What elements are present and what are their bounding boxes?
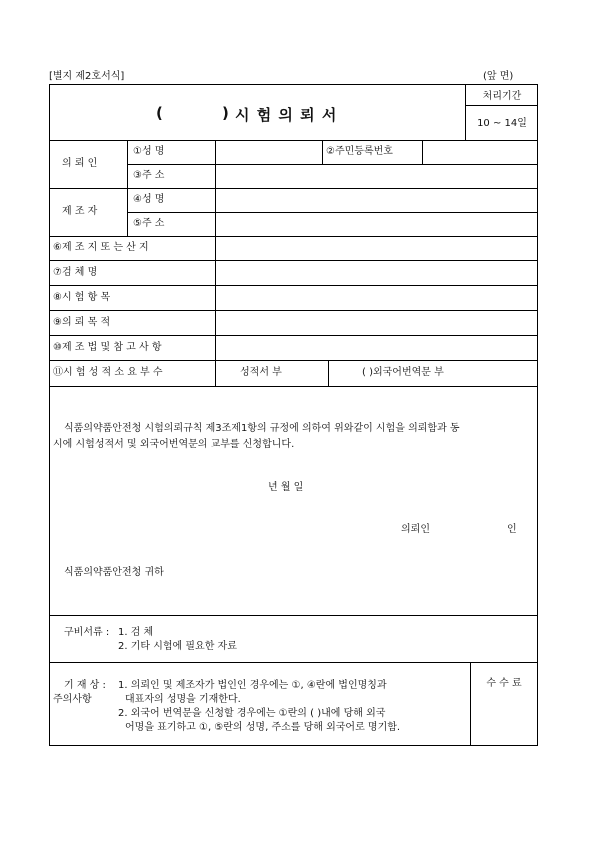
col-line <box>127 140 128 236</box>
manufacturer-group-label: 제 조 자 <box>62 206 98 217</box>
form-number: [별지 제2호서식] <box>49 71 125 82</box>
addressee: 식품의약품안전청 귀하 <box>64 567 164 578</box>
note-line-1: 1. 의뢰인 및 제조자가 법인인 경우에는 ①, ④란에 법인명칭과 <box>118 680 387 691</box>
processing-box-line <box>465 105 538 106</box>
row-line <box>49 615 538 616</box>
notes-label-1: 기 재 상 : <box>64 680 106 691</box>
row-line <box>49 335 538 336</box>
processing-period-value: 10 ~ 14일 <box>477 118 527 129</box>
col-line <box>328 360 329 386</box>
note-line-2: 대표자의 성명을 기재한다. <box>125 694 241 705</box>
requester-address-label: ③주 소 <box>133 170 165 181</box>
processing-box-divider <box>465 84 466 140</box>
attachment-item-2: 2. 기타 시험에 필요한 자료 <box>118 641 237 652</box>
method-label: ⑩제 조 법 및 참 고 사 항 <box>53 342 162 353</box>
fee-divider <box>470 662 471 746</box>
row-line <box>49 188 538 189</box>
row-line <box>127 164 538 165</box>
attachment-item-1: 1. 검 체 <box>118 627 154 638</box>
page-side-label: (앞 면) <box>483 71 514 82</box>
row-line <box>49 236 538 237</box>
col-line <box>215 140 216 386</box>
date-line: 년 월 일 <box>268 482 304 493</box>
row-line <box>49 360 538 361</box>
application-text-line2: 시에 시험성적서 및 외국어번역문의 교부를 신청합니다. <box>53 439 295 450</box>
origin-label: ⑥제 조 지 또 는 산 지 <box>53 242 149 253</box>
row-line <box>127 212 538 213</box>
note-line-3: 2. 외국어 번역문을 신청할 경우에는 ①란의 ( )내에 당해 외국 <box>118 708 386 719</box>
requester-signature-label: 의뢰인 <box>401 524 430 535</box>
attachments-label: 구비서류 : <box>64 627 110 638</box>
seal-mark: 인 <box>507 524 517 535</box>
purpose-label: ⑨의 뢰 목 적 <box>53 317 111 328</box>
row-line <box>49 662 538 663</box>
manufacturer-address-label: ⑤주 소 <box>133 218 165 229</box>
copies-label: ⑪시 험 성 적 소 요 부 수 <box>53 367 163 378</box>
requester-group-label: 의 뢰 인 <box>62 158 98 169</box>
title-paren-close: ) <box>222 104 230 122</box>
processing-period-label: 처리기간 <box>482 91 522 102</box>
title-paren-open: ( <box>156 104 164 122</box>
row-line <box>49 386 538 387</box>
report-copies: 성적서 부 <box>240 367 282 378</box>
row-line <box>49 285 538 286</box>
row-line <box>49 140 538 141</box>
requester-id-label: ②주민등록번호 <box>326 146 393 157</box>
manufacturer-name-label: ④성 명 <box>133 194 165 205</box>
fee-label: 수 수 료 <box>486 678 522 689</box>
notes-label-2: 주의사항 <box>53 694 92 705</box>
page-title: 시 험 의 뢰 서 <box>235 106 338 124</box>
row-line <box>49 260 538 261</box>
requester-name-label: ①성 명 <box>133 146 165 157</box>
col-line <box>322 140 323 164</box>
application-text-line1: 식품의약품안전청 시험의뢰규칙 제3조제1항의 규정에 의하여 위와같이 시험을 의뢰함과 동 <box>64 423 460 434</box>
row-line <box>49 310 538 311</box>
col-line <box>422 140 423 164</box>
note-line-4: 어명을 표기하고 ①, ⑤란의 성명, 주소를 당해 외국어로 명기함. <box>125 722 401 733</box>
test-items-label: ⑧시 험 항 목 <box>53 292 111 303</box>
specimen-label: ⑦검 체 명 <box>53 267 98 278</box>
translation-copies: ( )외국어번역문 부 <box>362 367 444 378</box>
